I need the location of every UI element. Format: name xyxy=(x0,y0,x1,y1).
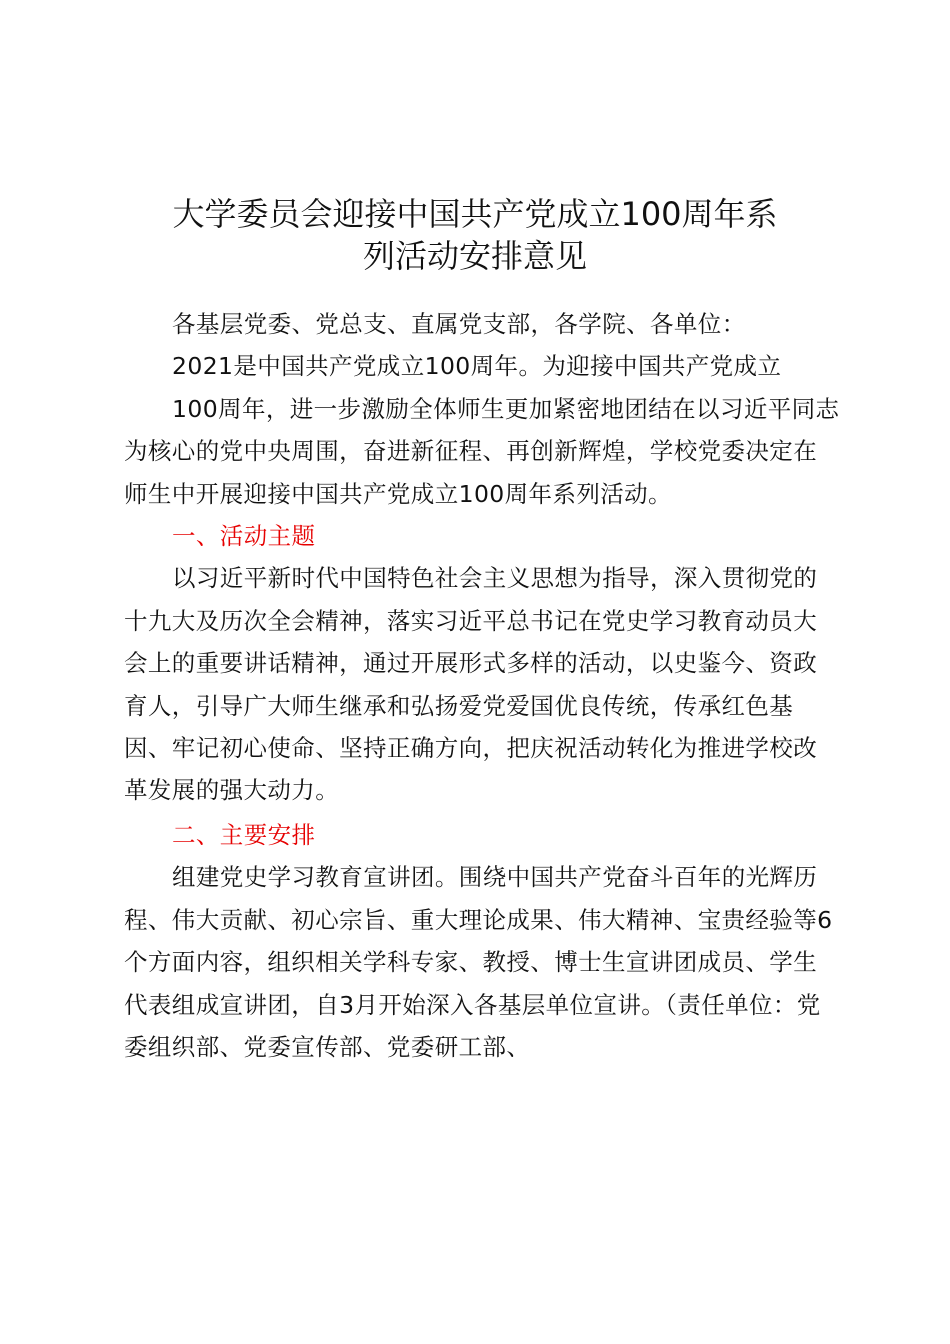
title-line-1: 大学委员会迎接中国共产党成立100周年系 xyxy=(172,195,778,233)
intro-paragraph-2: 100周年，进一步激励全体师生更加紧密地团结在以习近平同志为核心的党中央周围，奋进新征程、再创新辉煌，学校党委决定在师生中开展迎接中国共产党成立100周年系列活动。 xyxy=(124,394,840,508)
title-line-2: 列活动安排意见 xyxy=(362,237,587,275)
section-heading-theme: 一、活动主题 xyxy=(172,522,316,551)
section-heading-arrangements: 二、主要安排 xyxy=(172,820,316,849)
section-body-arrangements: 组建党史学习教育宣讲团。围绕中国共产党奋斗百年的光辉历程、伟大贡献、初心宗旨、重大理论成果、伟大精神、宝贵经验等6个方面内容，组织相关学科专家、教授、博士生宣讲团成员、学生代表组成宣讲团，自3月开始深入各基层单位宣讲。（责任单位：党委组织部、党委宣传部、党委研工部、 xyxy=(124,863,833,1061)
document-title xyxy=(100,193,850,277)
document-body xyxy=(124,303,840,1068)
section-body-theme: 以习近平新时代中国特色社会主义思想为指导，深入贯彻党的十九大及历次全会精神，落实习近平总书记在党史学习教育动员大会上的重要讲话精神，通过开展形式多样的活动，以史鉴今、资政育人，引导广大师生继承和弘扬爱党爱国优良传统，传承红色基因、牢记初心使命、坚持正确方向，把庆祝活动转化为推进学校改革发展的强大动力。 xyxy=(124,564,818,805)
intro-paragraph-1: 2021是中国共产党成立100周年。为迎接中国共产党成立 xyxy=(172,352,782,381)
salutation: 各基层党委、党总支、直属党支部，各学院、各单位： xyxy=(172,310,746,338)
